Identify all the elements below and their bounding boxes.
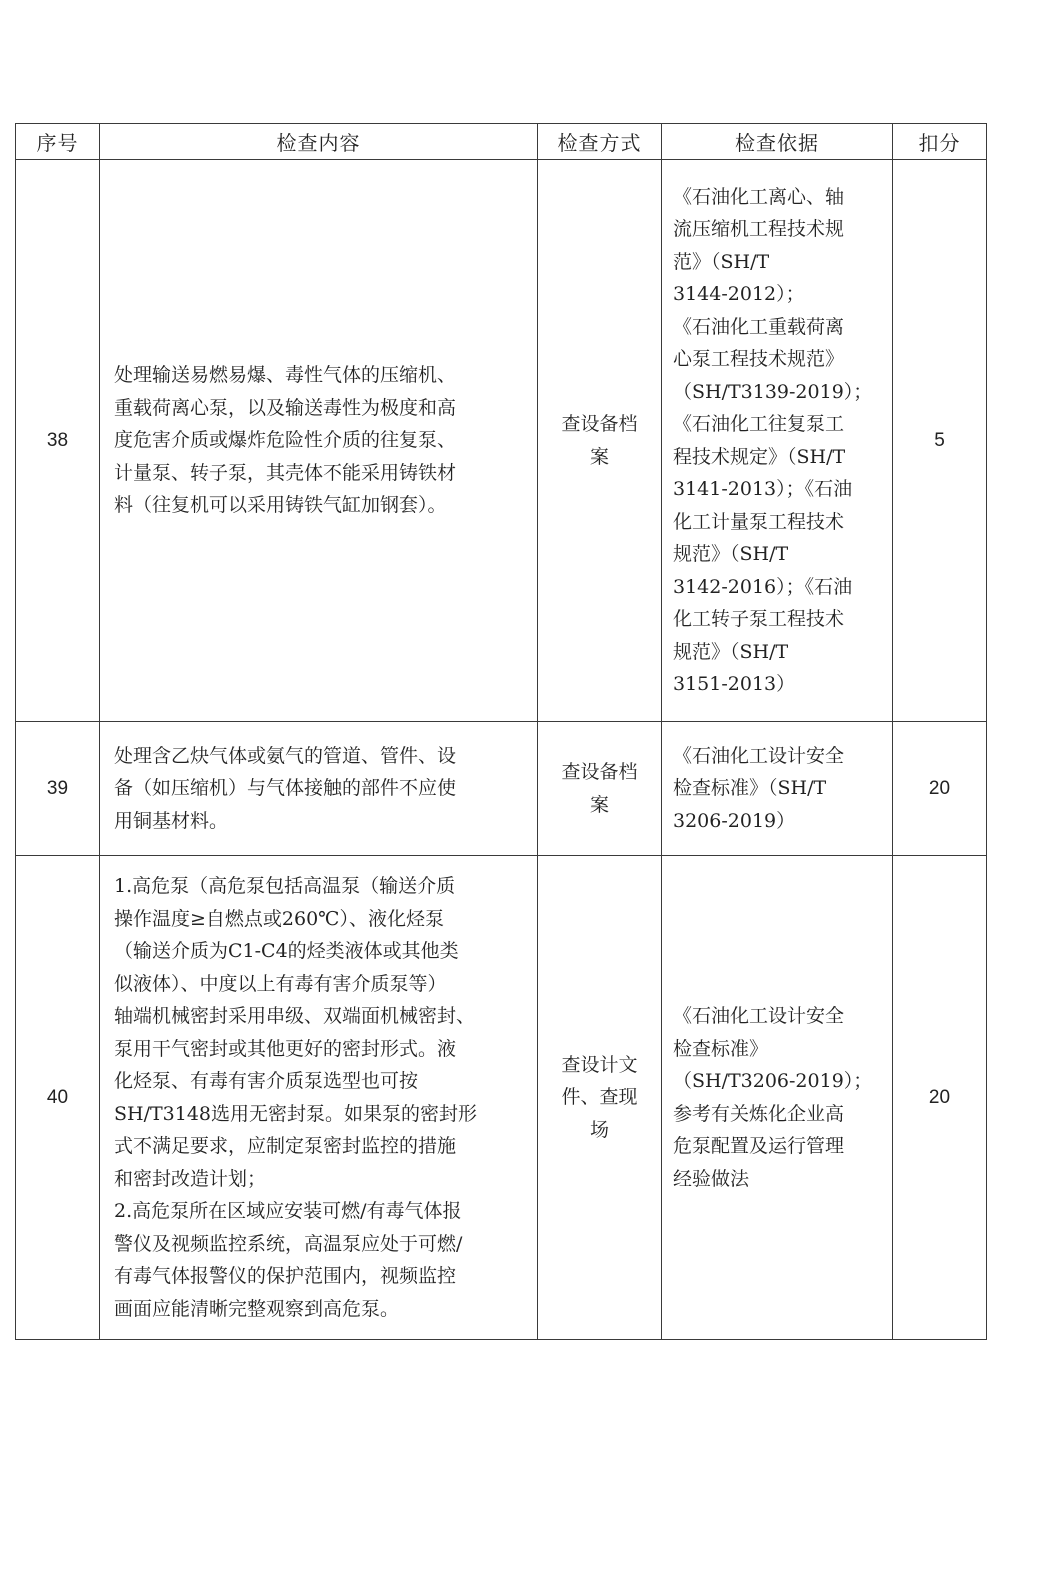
content-line: 处理含乙炔气体或氨气的管道、管件、设 <box>114 744 457 767</box>
row-number: 40 <box>16 856 100 1340</box>
header-method: 检查方式 <box>538 124 662 160</box>
content-line: 似液体）、中度以上有毒有害介质泵等） <box>114 972 447 995</box>
method-line: 场 <box>589 1118 609 1141</box>
basis-line: 《石油化工设计安全 <box>673 744 845 767</box>
method-line: 件、查现 <box>561 1086 638 1109</box>
row-content <box>100 856 538 1340</box>
content-line: 泵用干气密封或其他更好的密封形式。液 <box>114 1037 457 1060</box>
row-content <box>100 722 538 856</box>
basis-line: （SH/T3206-2019）； <box>673 1070 873 1092</box>
basis-line: 《石油化工往复泵工 <box>673 413 845 435</box>
row-basis <box>662 856 893 1340</box>
row-score: 20 <box>893 722 987 856</box>
basis-line: 《石油化工离心、轴 <box>673 185 845 208</box>
row-number: 39 <box>16 722 100 856</box>
basis-line: 危泵配置及运行管理 <box>673 1135 845 1157</box>
header-row <box>16 124 987 160</box>
table-row <box>16 160 987 722</box>
table-row <box>16 856 987 1340</box>
basis-line: 3142-2016）；《石油 <box>673 575 853 598</box>
header-content: 检查内容 <box>100 124 538 160</box>
row-basis <box>662 722 893 856</box>
content-line: 式不满足要求，应制定泵密封监控的措施 <box>114 1135 457 1157</box>
basis-line: 规范》（SH/T <box>673 543 789 565</box>
method-line: 查设计文 <box>561 1053 638 1076</box>
row-basis <box>662 160 893 722</box>
header-score: 扣分 <box>893 124 987 160</box>
content-line: 用铜基材料。 <box>114 809 229 832</box>
basis-line: 范》（SH/T <box>673 250 770 273</box>
row-method <box>538 722 662 856</box>
table-row <box>16 722 987 856</box>
content-line: 轴端机械密封采用串级、双端面机械密封、 <box>114 1005 476 1027</box>
basis-line: 规范》（SH/T <box>673 640 789 663</box>
content-line: 料（往复机可以采用铸铁气缸加钢套）。 <box>114 494 447 517</box>
method-line: 查设备档 <box>561 761 638 783</box>
content-line: SH/T3148选用无密封泵。如果泵的密封形 <box>114 1102 478 1125</box>
basis-line: 经验做法 <box>673 1167 750 1190</box>
basis-line: 3151-2013） <box>673 673 796 695</box>
method-line: 案 <box>589 793 609 816</box>
content-line: 计量泵、转子泵，其壳体不能采用铸铁材 <box>114 461 457 484</box>
method-line: 查设备档 <box>561 413 638 435</box>
row-method <box>538 856 662 1340</box>
content-line: 2.高危泵所在区域应安装可燃/有毒气体报 <box>114 1200 462 1222</box>
content-line: 警仪及视频监控系统，高温泵应处于可燃/ <box>114 1232 463 1255</box>
inspection-table <box>15 123 987 1340</box>
content-line: 度危害介质或爆炸危险性介质的往复泵、 <box>114 429 457 452</box>
content-line: 画面应能清晰完整观察到高危泵。 <box>114 1297 400 1320</box>
row-score: 5 <box>893 160 987 722</box>
row-method <box>538 160 662 722</box>
content-line: 有毒气体报警仪的保护范围内，视频监控 <box>114 1265 457 1287</box>
header-basis: 检查依据 <box>662 124 893 160</box>
row-content <box>100 160 538 722</box>
content-line: 和密封改造计划； <box>114 1167 267 1190</box>
content-line: 化烃泵、有毒有害介质泵选型也可按 <box>114 1070 419 1092</box>
row-number: 38 <box>16 160 100 722</box>
basis-line: （SH/T3139-2019）； <box>673 380 873 403</box>
content-line: 1.高危泵（高危泵包括高温泵（输送介质 <box>114 875 456 897</box>
basis-line: 化工转子泵工程技术 <box>673 608 845 630</box>
basis-line: 心泵工程技术规范》 <box>673 348 845 370</box>
basis-line: 《石油化工设计安全 <box>673 1005 845 1027</box>
content-line: （输送介质为C1-C4的烃类液体或其他类 <box>114 940 459 962</box>
content-line: 重载荷离心泵，以及输送毒性为极度和高 <box>114 396 457 419</box>
basis-line: 3144-2012）； <box>673 283 805 305</box>
method-line: 案 <box>589 445 609 468</box>
row-score: 20 <box>893 856 987 1340</box>
basis-line: 化工计量泵工程技术 <box>673 510 845 533</box>
content-line: 操作温度≥自燃点或260℃）、液化烃泵 <box>114 907 444 930</box>
basis-line: 程技术规定》（SH/T <box>673 445 846 468</box>
content-line: 备（如压缩机）与气体接触的部件不应使 <box>114 777 457 800</box>
basis-line: 3141-2013）；《石油 <box>673 478 853 500</box>
basis-line: 检查标准》（SH/T <box>673 777 827 800</box>
content-line: 处理输送易燃易爆、毒性气体的压缩机、 <box>114 364 457 387</box>
basis-line: 《石油化工重载荷离 <box>673 315 845 338</box>
header-seq: 序号 <box>16 124 100 160</box>
basis-line: 3206-2019） <box>673 809 796 832</box>
basis-line: 检查标准》 <box>673 1037 769 1060</box>
basis-line: 流压缩机工程技术规 <box>673 218 845 240</box>
basis-line: 参考有关炼化企业高 <box>673 1102 845 1125</box>
